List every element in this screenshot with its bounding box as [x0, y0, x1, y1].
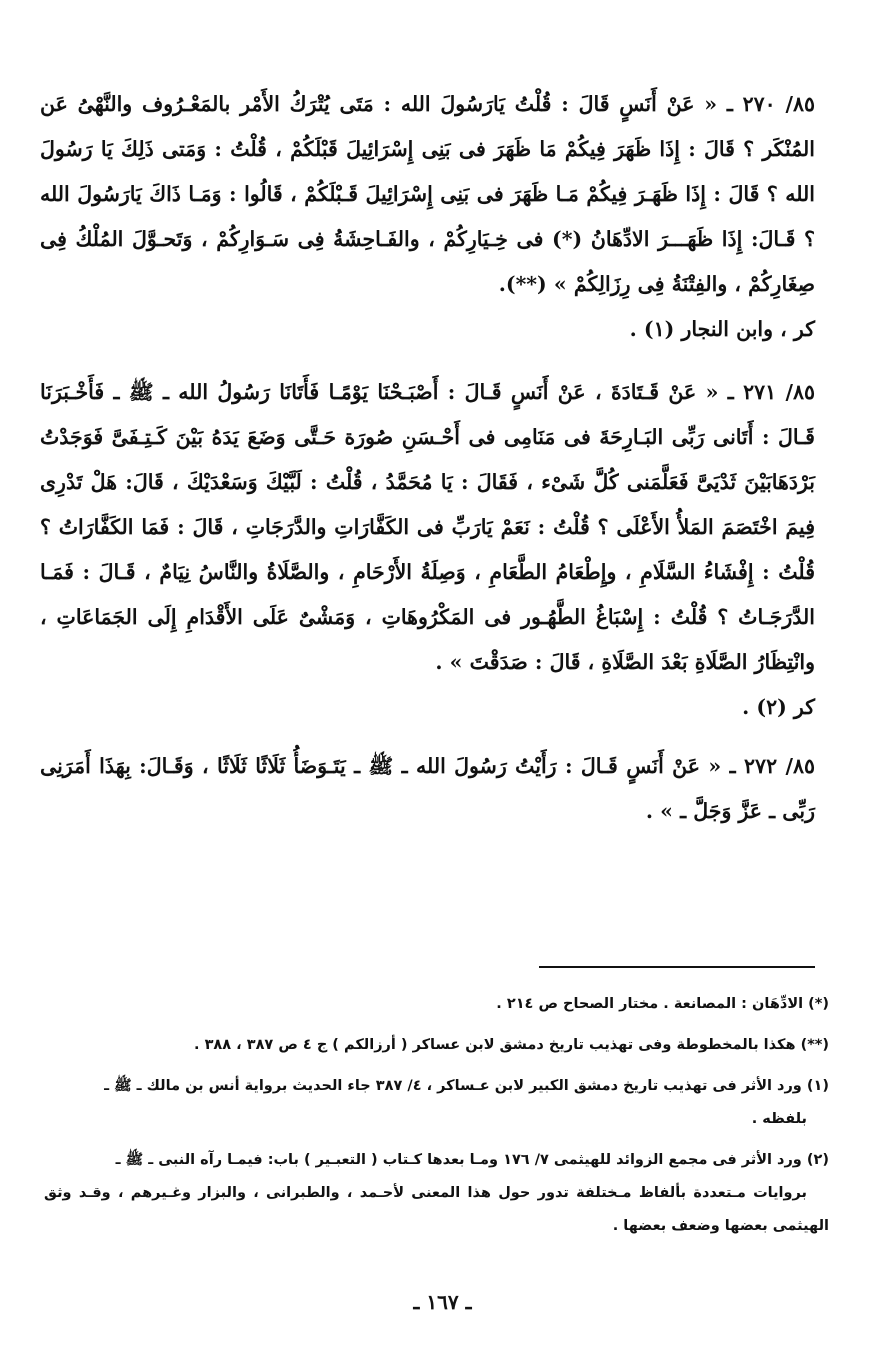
hadith-number: ٨٥/ ٢٧٢ ـ	[729, 754, 816, 778]
footnote-text: (١) ورد الأثر فى تهذيب تاريخ دمشق الكبير لابن عـساكر ، ٤/ ٣٨٧ جاء الحديث برواية أنس بن مالك ـ ﷺ ـ	[104, 1078, 829, 1094]
footnote-2	[44, 1144, 829, 1243]
hadith-source: كر ، وابن النجار (١) .	[629, 317, 815, 341]
footnote-continuation: بروايات مـتعددة بألفاظ مـختلفة تدور حول هذا المعنى لأحـمد ، والطبرانى ، والبزار وغـيرهم ، وقـد وثق الهيثمى بعضها وضعف بعضها .	[44, 1185, 829, 1234]
hadith-271	[40, 370, 815, 685]
footnote-continuation: بلفظه .	[751, 1111, 807, 1127]
hadith-text: « عَنْ قَـتَادَةَ ، عَنْ أَنَسٍ قَـالَ : أَصْبَـحْنَا يَوْمًـا فَأَتَانَا رَسُولُ الله ـ ﷺ ـ فَأَخْـبَرَنَا قَـالَ : أَتَانى رَبِّى البَـارِحَةَ فى مَنَامِى فى أَحْـسَنِ صُورَة حَـتَّى وَضَعَ يَدَهُ بَيْنَ كَـتِـفَىَّ فَوَجَدْتُ بَرْدَهَابَيْنَ ثَدْيَىَّ فَعَلَّمَنى كُلَّ شَىْء ، فَقَالَ : يَا مُحَمَّدُ ، قُلْتُ : لَبَّيْكَ وَسَعْدَيْكَ ، قَالَ: هَلْ تَدْرِى فِيمَ اخْتَصَمَ المَلأُ الأَعْلَى ؟ قُلْتُ : نَعَمْ يَارَبِّ فى الكَفَّارَاتِ والدَّرَجَاتِ ، قَالَ : فَمَا الكَفَّارَاتُ ؟ قُلْتُ : إِفْشَاءُ السَّلَامِ ، وإِطْعَامُ الطَّعَامِ ، وَصِلَةُ الأَرْحَامِ ، والصَّلَاةُ والنَّاسُ نِيَامٌ ، قَـالَ : فَمَـا الدَّرَجَـاتُ ؟ قُلْتُ : إِسْبَاغُ الطَّهُـور فى المَكْرُوهَاتِ ، وَمَشْىٌ عَلَى الأَقْدَامِ إِلَى الجَمَاعَاتِ ، وانْتِظَارُ الصَّلَاةِ بَعْدَ الصَّلَاةِ ، قَالَ : صَدَقْتَ » .	[40, 380, 815, 674]
hadith-270	[40, 82, 815, 307]
footnote-divider	[539, 966, 815, 968]
footnote-text: (*) الادِّهَان : المصانعة . مختار الصحاح ص ٢١٤ .	[496, 996, 829, 1012]
hadith-source: كر (٢) .	[742, 695, 815, 719]
hadith-272	[40, 744, 815, 834]
footnote-text: (**) هكذا بالمخطوطة وفى تهذيب تاريخ دمشق لابن عساكر ( أرزالكم ) ج ٤ ص ٣٨٧ ، ٣٨٨ .	[194, 1037, 829, 1053]
footnotes	[44, 988, 829, 1251]
footnote-double-star	[44, 1029, 829, 1062]
main-text	[40, 82, 815, 834]
footnote-text: (٢) ورد الأثر فى مجمع الزوائد للهيثمى ٧/ ١٧٦ ومـا بعدها كـتاب ( التعبـير ) باب: فيمـا رآه النبى ـ ﷺ ـ	[115, 1152, 829, 1168]
hadith-number: ٨٥/ ٢٧١ ـ	[727, 380, 816, 404]
page-number: ـ ١٦٧ ـ	[413, 1290, 472, 1314]
footnote-1	[44, 1070, 829, 1136]
hadith-number: ٨٥/ ٢٧٠ ـ	[726, 92, 816, 116]
hadith-text: « عَنْ أَنَسٍ قَـالَ : رَأَيْتُ رَسُولَ الله ـ ﷺ ـ يَتَـوَضَأُ ثَلَاثًا ثَلَاثًا ، وَقَـالَ: بِهَذَا أَمَرَنِى رَبِّى ـ عَزَّ وَجَلَّ ـ » .	[40, 754, 815, 823]
hadith-text: « عَنْ أَنَسٍ قَالَ : قُلْتُ يَارَسُولَ الله : مَتَى يُتْرَكُ الأَمْر بالمَعْـرُوف والنَّهْىُ عَن المُنْكَر ؟ قَالَ : إِذَا ظَهَرَ فِيكُمْ مَا ظَهَرَ فى بَنِى إِسْرَائِيلَ قَبْلَكُمْ ، قُلْتُ : وَمَتى ذَلِكَ يَا رَسُولَ الله ؟ قَالَ : إِذَا ظَهَـرَ فِيكُمْ مَـا ظَهَرَ فى بَنِى إِسْرَائِيلَ قَـبْلَكُمْ ، قَالُوا : وَمَـا ذَاكَ يَارَسُولَ الله ؟ قَـالَ: إِذَا ظَهَـــرَ الادِّهَانُ (*) فى خِـيَارِكُمْ ، والفَـاحِشَةُ فِى سَـوَارِكُمْ ، وَتَحـوَّلَ المُلْكُ فِى صِغَارِكُمْ ، والفِتْنَةُ فِى رِزَالِكُمْ » (**).	[40, 92, 815, 296]
footnote-star	[44, 988, 829, 1021]
